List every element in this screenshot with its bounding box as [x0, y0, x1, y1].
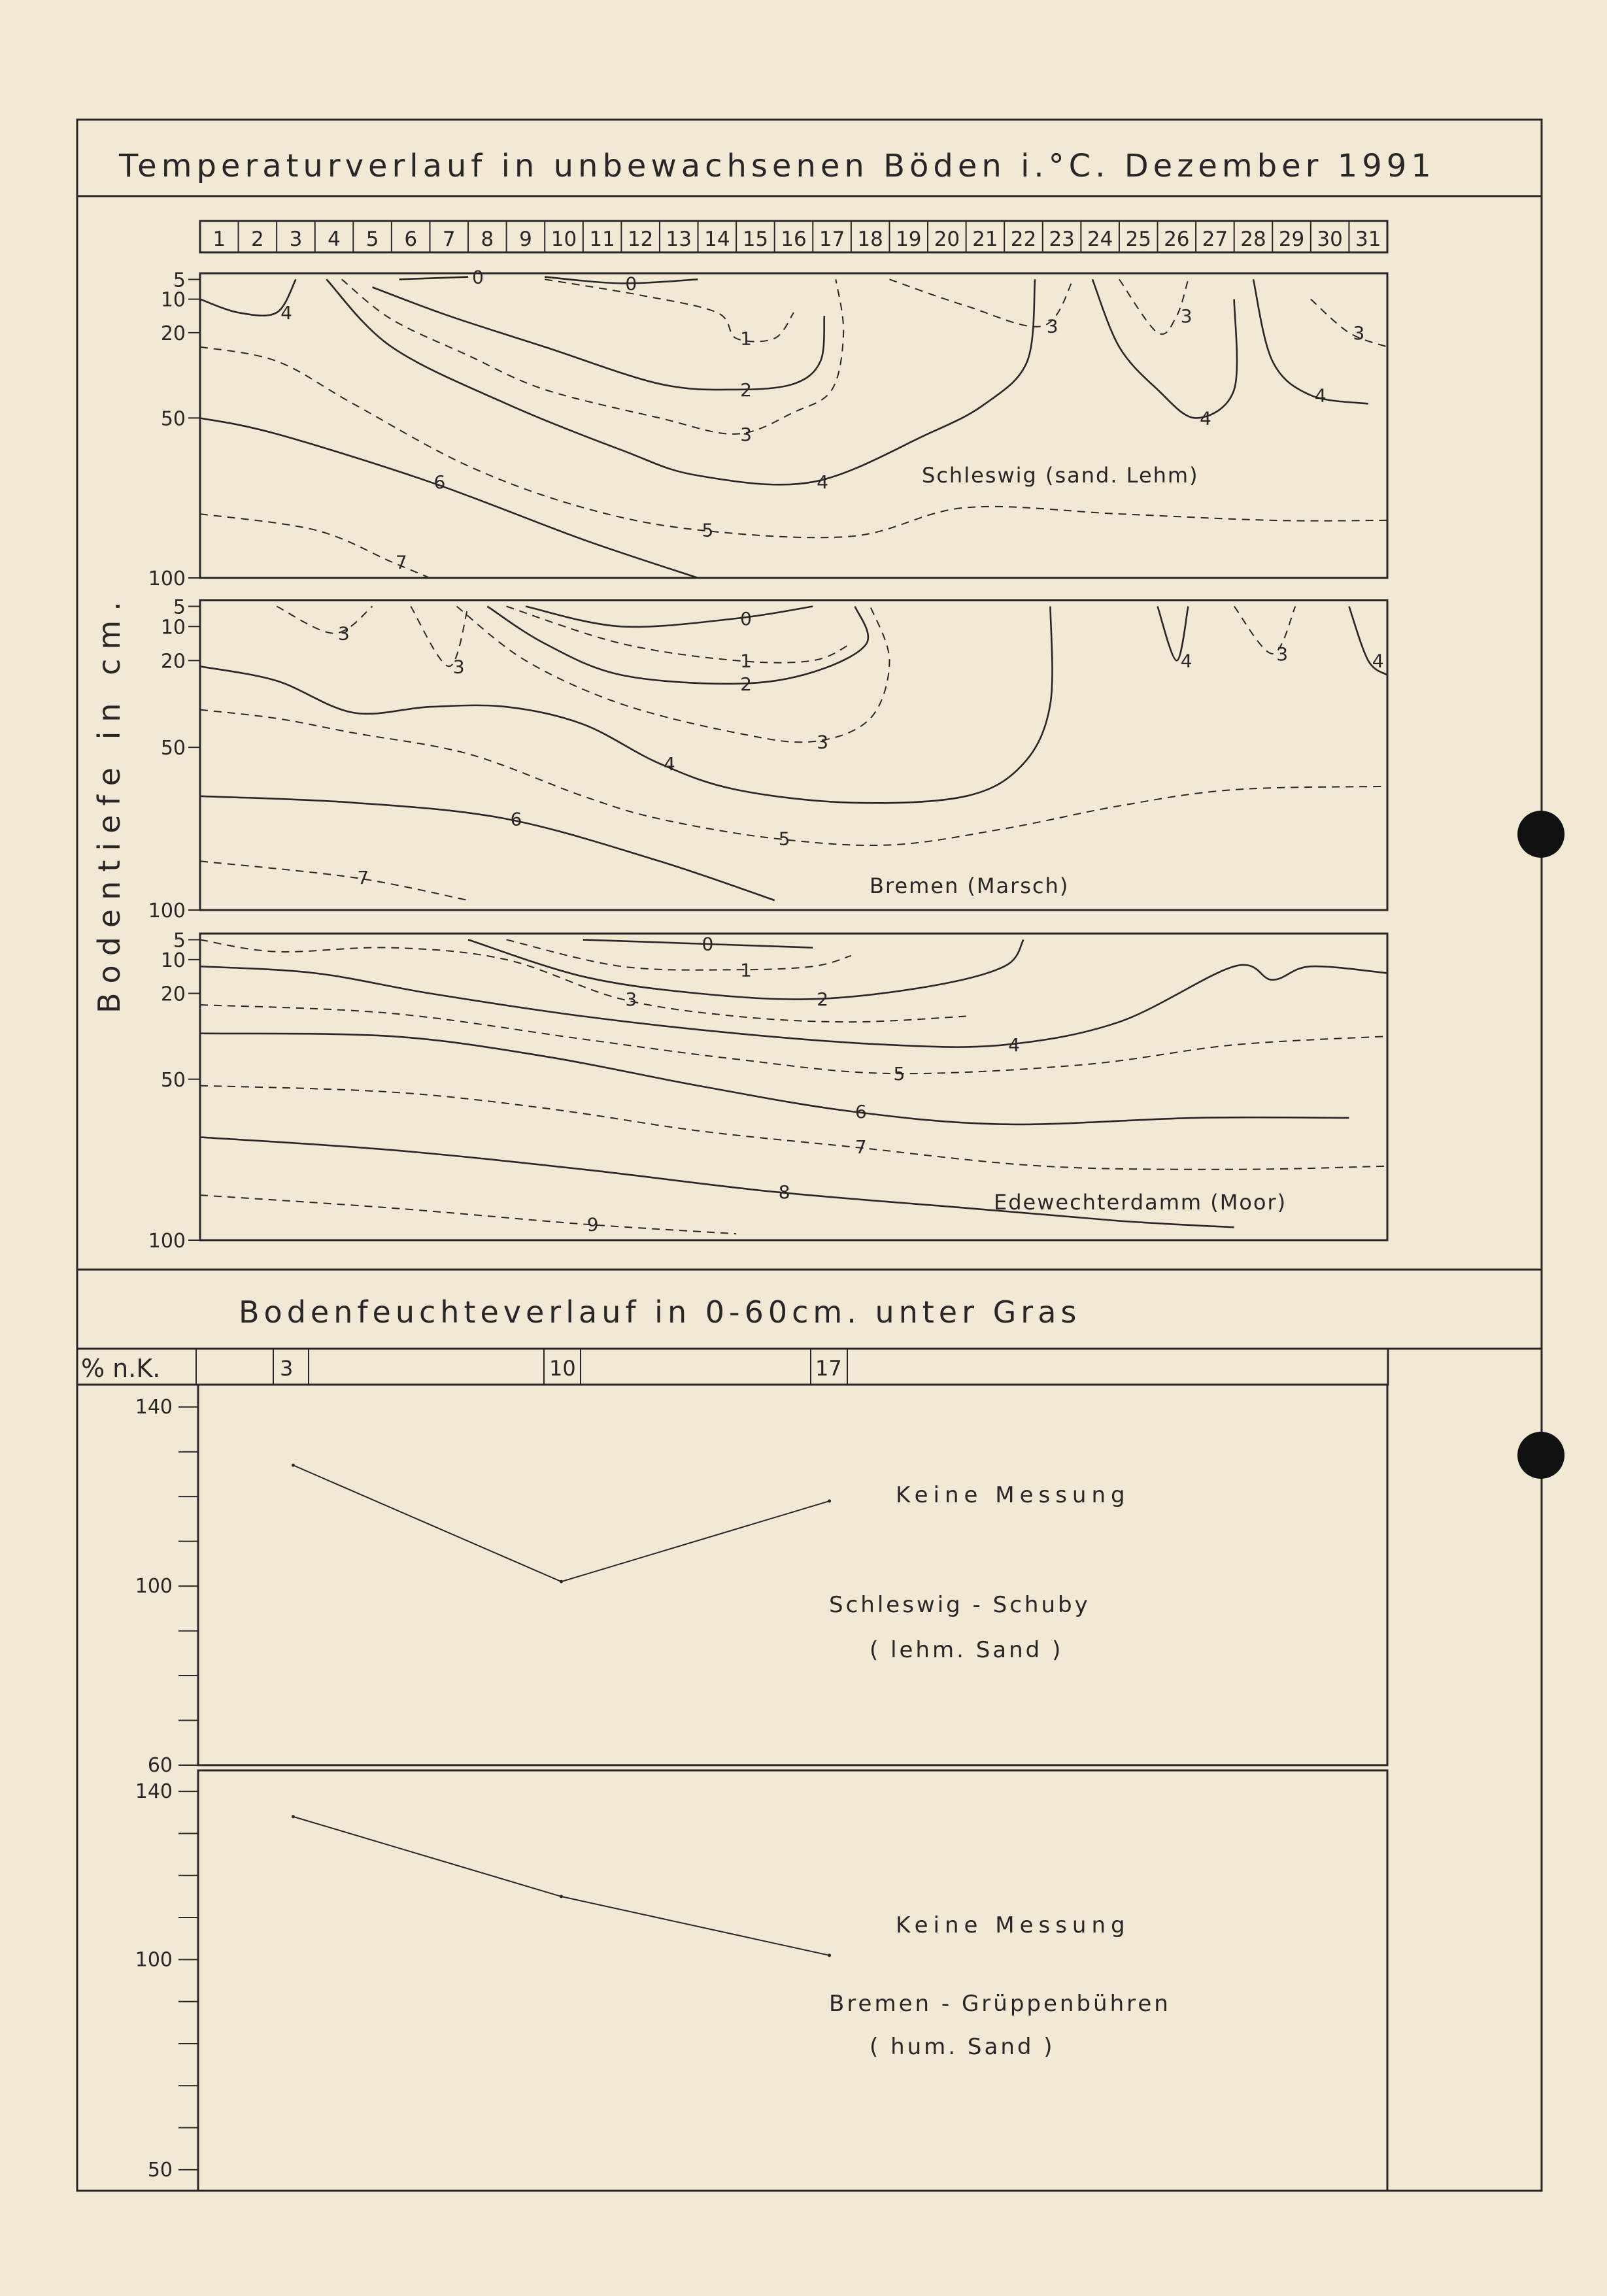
- isotherm-label: 7: [395, 551, 407, 573]
- isotherm: [1119, 279, 1189, 334]
- isotherm-label: 4: [817, 471, 829, 494]
- day-label: 14: [704, 228, 730, 251]
- isotherm-label: 0: [740, 607, 752, 630]
- day-label: 28: [1240, 228, 1266, 251]
- isotherm: [200, 1086, 1387, 1170]
- isotherm: [545, 277, 698, 284]
- moisture-tick-label: 50: [147, 2158, 173, 2182]
- day-label: 7: [442, 228, 456, 251]
- isotherm-label: 3: [817, 731, 829, 753]
- isotherm-label: 0: [625, 273, 637, 295]
- isotherm-label: 2: [817, 988, 829, 1011]
- day-label: 3: [289, 228, 303, 251]
- day-label: 8: [481, 228, 494, 251]
- isotherm: [457, 607, 890, 743]
- isotherm: [1253, 279, 1368, 403]
- moisture-point: [560, 1895, 563, 1898]
- isotherm-label: 3: [1046, 315, 1058, 337]
- isotherm-label: 3: [1180, 305, 1193, 328]
- depth-tick-label: 50: [160, 737, 186, 760]
- moisture-day-10: 10: [549, 1356, 576, 1381]
- day-label: 1: [212, 228, 226, 251]
- moisture-point: [292, 1464, 295, 1467]
- depth-tick-label: 20: [160, 322, 186, 345]
- day-label: 23: [1049, 228, 1075, 251]
- moisture-line: [293, 1817, 829, 1955]
- depth-tick-label: 20: [160, 650, 186, 673]
- day-label: 6: [404, 228, 418, 251]
- isotherm-label: 5: [702, 519, 714, 541]
- isotherm-label: 4: [663, 753, 675, 775]
- day-label: 20: [934, 228, 960, 251]
- isotherm-label: 3: [338, 622, 350, 645]
- moisture-day-3: 3: [280, 1356, 294, 1381]
- no-measurement-note: Keine Messung: [896, 1482, 1130, 1508]
- no-measurement-note: Keine Messung: [896, 1912, 1130, 1938]
- isotherm-label: 4: [1008, 1034, 1021, 1056]
- isotherm: [507, 939, 851, 970]
- isotherm-label: 3: [452, 656, 465, 678]
- isotherm: [1092, 279, 1237, 418]
- panel-title: Bremen (Marsch): [870, 873, 1070, 898]
- isotherm-label: 8: [778, 1181, 790, 1204]
- day-label: 31: [1355, 228, 1381, 251]
- day-label: 2: [251, 228, 264, 251]
- depth-tick-label: 10: [160, 616, 186, 639]
- isotherm-label: 7: [357, 867, 369, 889]
- isotherm: [399, 277, 469, 280]
- moisture-day-17: 17: [815, 1356, 842, 1381]
- day-label: 30: [1317, 228, 1343, 251]
- moisture-point: [292, 1815, 295, 1818]
- moisture-tick-label: 140: [135, 1396, 173, 1419]
- moisture-panels: [135, 1385, 1387, 2191]
- depth-tick-label: 10: [160, 949, 186, 972]
- isotherm-label: 1: [740, 959, 752, 981]
- day-label: 26: [1164, 228, 1190, 251]
- isotherm: [200, 347, 1387, 538]
- day-label: 18: [857, 228, 883, 251]
- moisture-tick-label: 100: [135, 1948, 173, 1972]
- isotherm-label: 4: [280, 302, 292, 324]
- day-label: 21: [972, 228, 998, 251]
- moisture-point: [828, 1500, 831, 1503]
- isotherm-label: 3: [740, 423, 752, 445]
- depth-tick-label: 5: [173, 929, 186, 953]
- isotherm: [200, 939, 966, 1022]
- isotherm-label: 5: [778, 828, 790, 850]
- isotherm-label: 6: [433, 471, 446, 494]
- day-label: 11: [589, 228, 615, 251]
- isotherm-label: 7: [854, 1136, 867, 1158]
- moisture-line: [293, 1465, 829, 1581]
- isotherm: [200, 861, 468, 900]
- isotherm: [277, 607, 372, 633]
- isotherm-label: 2: [740, 673, 752, 695]
- depth-tick-label: 50: [160, 1068, 186, 1092]
- moisture-tick-label: 140: [135, 1780, 173, 1804]
- isotherm-label: 1: [740, 650, 752, 672]
- punch-hole-upper: [1517, 811, 1565, 858]
- isotherm-label: 3: [1276, 643, 1289, 666]
- isotherm-label: 4: [1180, 650, 1193, 672]
- isotherm: [200, 710, 1387, 845]
- isotherm: [342, 279, 844, 434]
- punch-hole-lower: [1517, 1432, 1565, 1479]
- moisture-panel: [135, 1385, 1387, 1777]
- depth-axis-label: Bodentiefe in cm.: [92, 592, 127, 1013]
- isotherm: [526, 607, 813, 627]
- isotherm-label: 6: [510, 808, 522, 830]
- page-title: Temperaturverlauf in unbewachsenen Böden i.°C. Dezember 1991: [119, 148, 1436, 184]
- isotherm: [545, 279, 794, 341]
- day-label: 4: [328, 228, 341, 251]
- isotherm-label: 2: [740, 379, 752, 401]
- isotherm: [583, 939, 813, 947]
- isotherm-label: 3: [625, 988, 637, 1011]
- day-label: 29: [1278, 228, 1305, 251]
- isotherm: [1311, 299, 1387, 347]
- isotherm-label: 5: [893, 1063, 905, 1085]
- isotherm-label: 4: [1372, 650, 1384, 672]
- day-label: 24: [1087, 228, 1113, 251]
- day-label: 12: [627, 228, 654, 251]
- depth-tick-label: 100: [148, 900, 186, 922]
- moisture-tick-label: 100: [135, 1575, 173, 1598]
- isotherm: [200, 418, 698, 578]
- station-name: Schleswig - Schuby: [829, 1592, 1091, 1618]
- day-label: 17: [819, 228, 845, 251]
- depth-tick-label: 100: [148, 567, 186, 590]
- day-label: 19: [896, 228, 922, 251]
- day-label: 10: [550, 228, 577, 251]
- moisture-point: [560, 1580, 563, 1583]
- station-name: Bremen - Grüppenbühren: [829, 1991, 1171, 2017]
- day-label: 13: [666, 228, 692, 251]
- temperature-panels: [148, 267, 1387, 1253]
- soil-type: ( hum. Sand ): [870, 2034, 1055, 2060]
- depth-tick-label: 5: [173, 596, 186, 619]
- moisture-title: Bodenfeuchteverlauf in 0-60cm. unter Gras: [239, 1294, 1081, 1330]
- day-label: 5: [365, 228, 379, 251]
- temperature-panel: [148, 267, 1387, 590]
- isotherm: [890, 279, 1074, 326]
- panel-title: Schleswig (sand. Lehm): [922, 463, 1199, 488]
- day-label: 25: [1125, 228, 1151, 251]
- moisture-unit-label: % n.K.: [81, 1354, 161, 1383]
- isotherm: [200, 1034, 1349, 1124]
- moisture-point: [828, 1953, 831, 1957]
- isotherm-label: 9: [586, 1213, 599, 1236]
- isotherm-label: 3: [1353, 322, 1365, 344]
- page-frame: [77, 120, 1542, 2191]
- isotherm-label: 0: [472, 266, 484, 288]
- isotherm-label: 0: [702, 933, 714, 955]
- isotherm: [200, 607, 1053, 803]
- day-label: 27: [1202, 228, 1228, 251]
- day-label: 22: [1010, 228, 1037, 251]
- isotherm-label: 1: [740, 328, 752, 350]
- depth-tick-label: 10: [160, 288, 186, 312]
- isotherm: [200, 1195, 736, 1234]
- moisture-tick-label: 60: [147, 1754, 173, 1777]
- depth-tick-label: 100: [148, 1230, 186, 1253]
- depth-tick-label: 20: [160, 983, 186, 1006]
- soil-type: ( lehm. Sand ): [870, 1637, 1064, 1663]
- isotherm: [200, 796, 775, 900]
- temperature-panel: [148, 929, 1387, 1253]
- isotherm-label: 4: [1314, 384, 1327, 407]
- isotherm: [487, 607, 868, 684]
- depth-tick-label: 5: [173, 269, 186, 292]
- moisture-day-row: [77, 1349, 1388, 1385]
- isotherm-label: 6: [854, 1101, 867, 1123]
- day-label: 16: [781, 228, 807, 251]
- moisture-panel: [135, 1770, 1387, 2191]
- isotherm-label: 4: [1200, 407, 1211, 430]
- depth-tick-label: 50: [160, 407, 186, 431]
- day-header: [200, 221, 1387, 252]
- day-label: 15: [742, 228, 769, 251]
- temperature-panel: [148, 596, 1387, 922]
- panel-title: Edewechterdamm (Moor): [994, 1190, 1287, 1215]
- day-label: 9: [519, 228, 532, 251]
